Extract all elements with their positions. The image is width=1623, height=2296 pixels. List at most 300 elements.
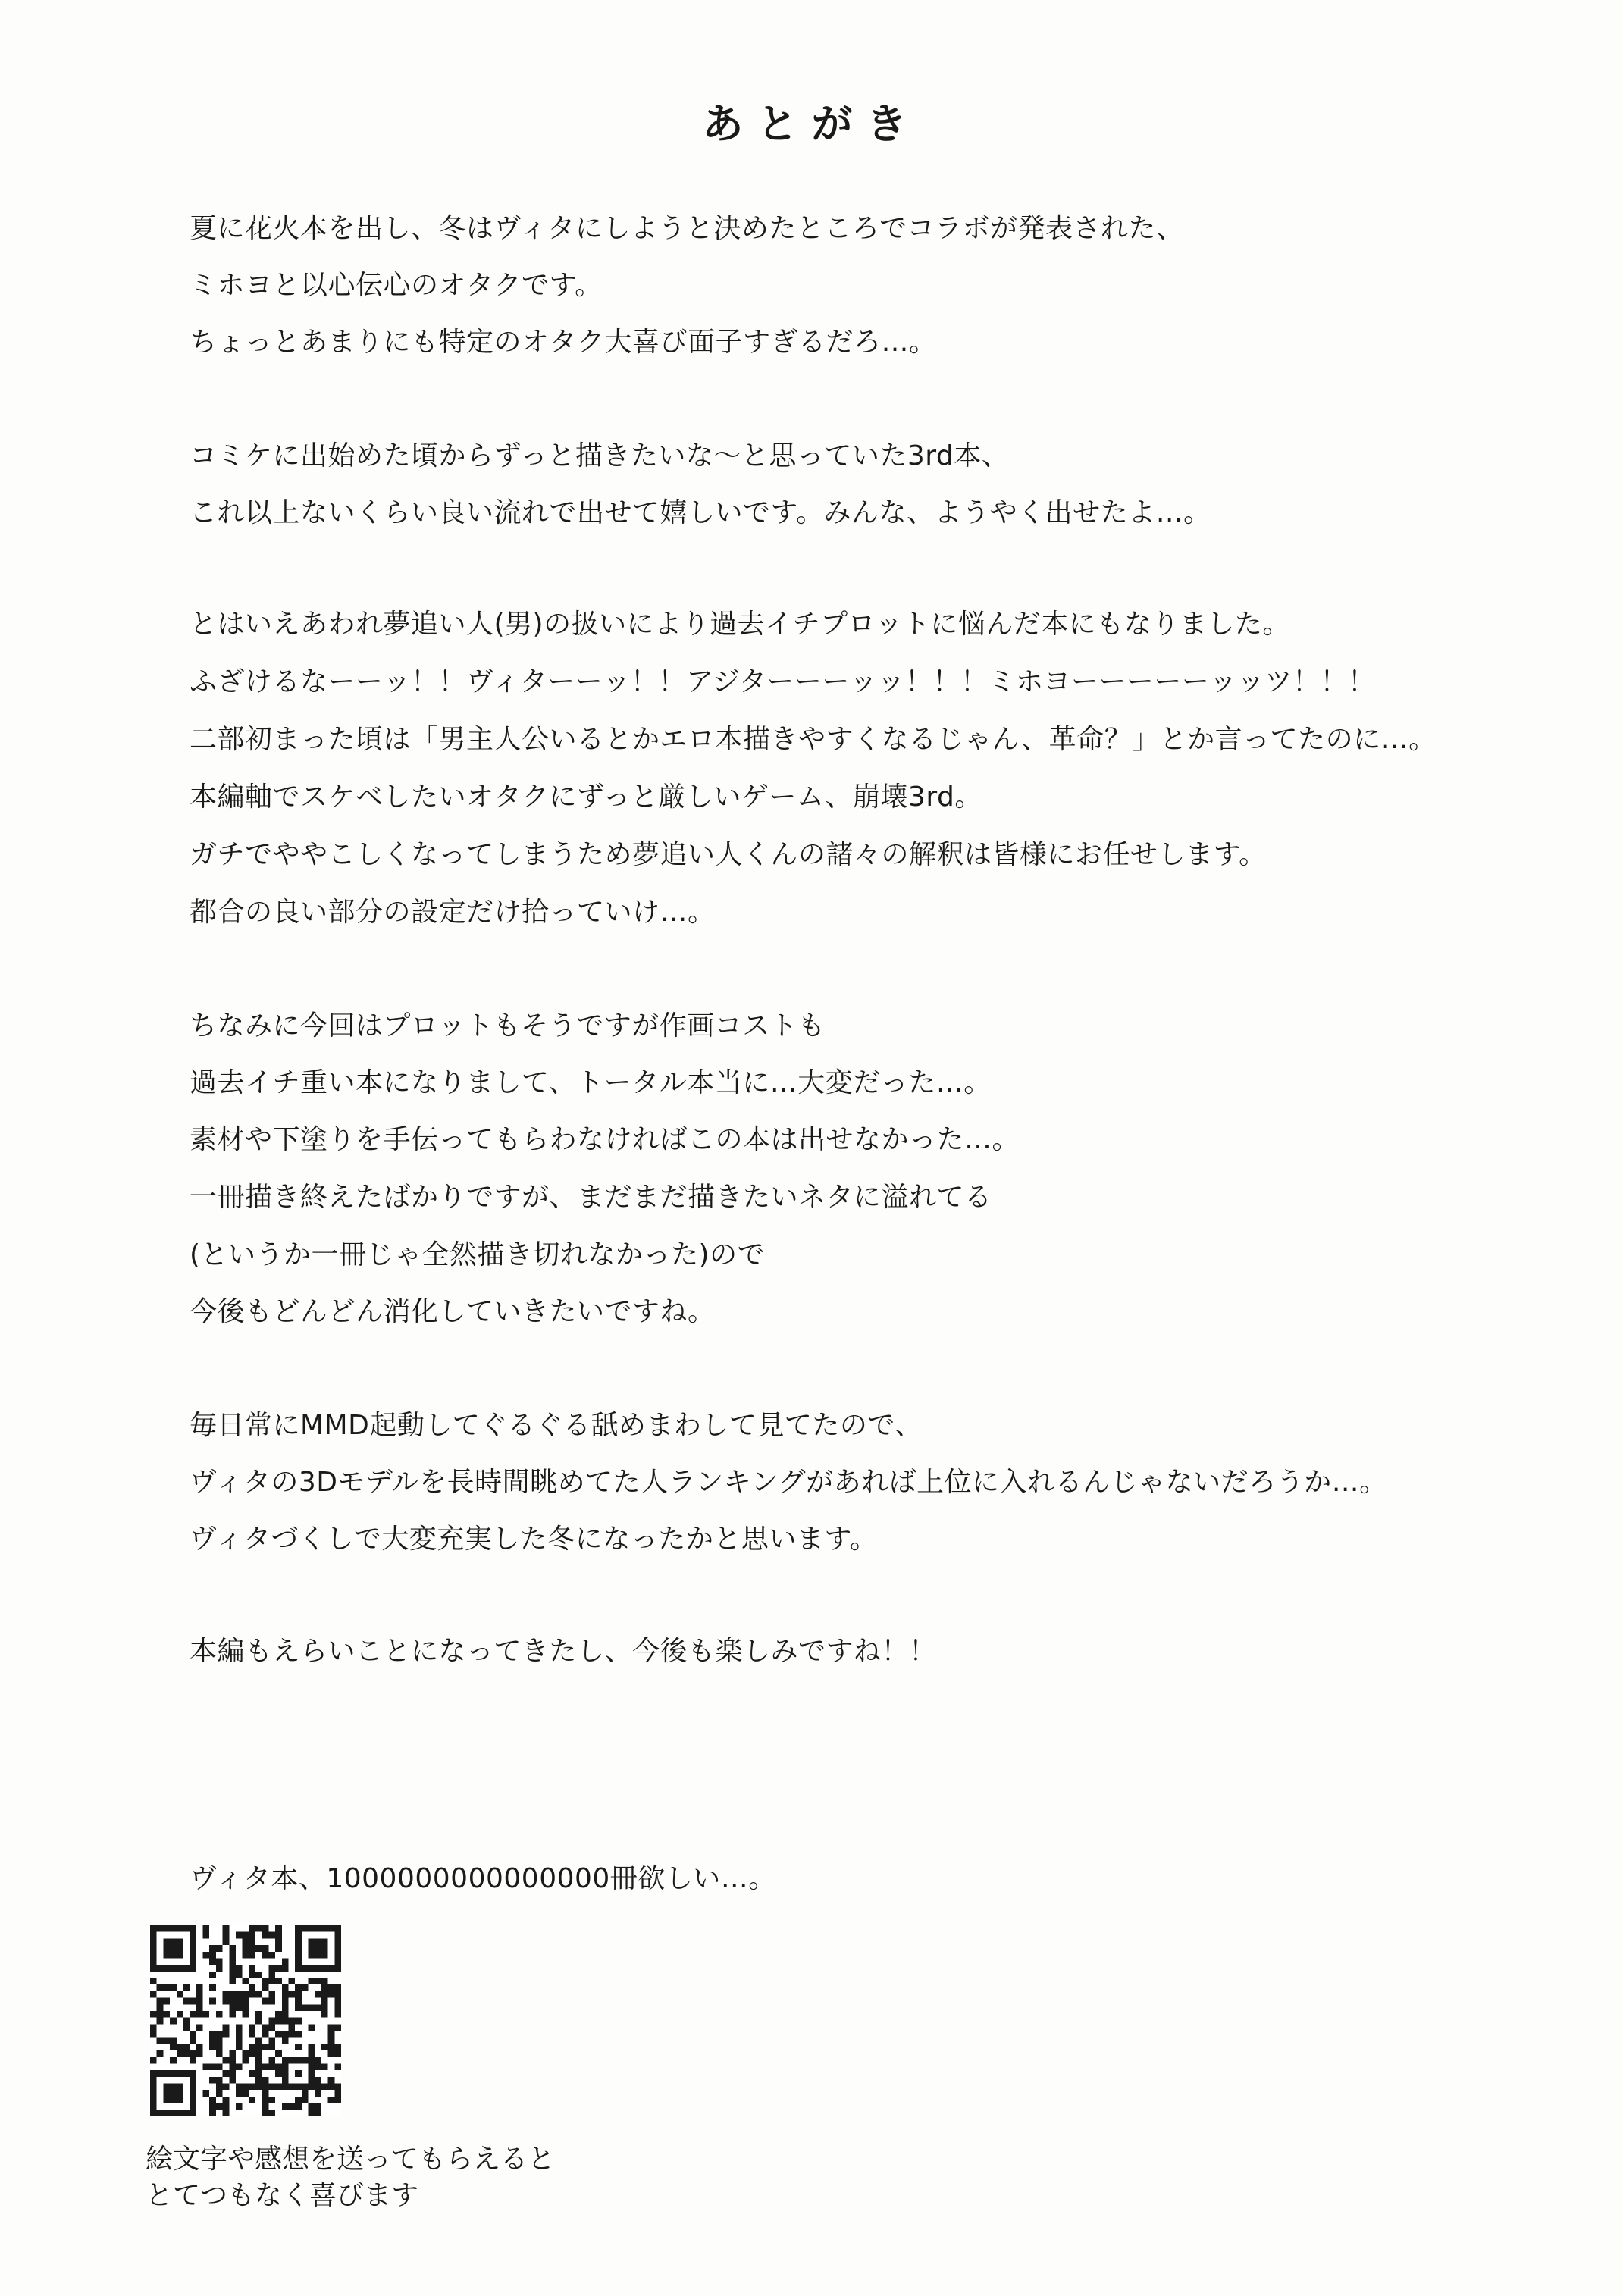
- qr-module: [150, 2097, 157, 2103]
- qr-module: [216, 2038, 223, 2044]
- qr-module: [282, 1998, 289, 2005]
- qr-module: [209, 1972, 216, 1978]
- qr-module: [209, 2031, 216, 2038]
- qr-module: [315, 1945, 321, 1952]
- qr-module: [315, 2063, 321, 2070]
- qr-module: [302, 2084, 309, 2091]
- qr-module: [236, 2031, 243, 2038]
- qr-module: [170, 1952, 177, 1959]
- qr-module: [255, 1991, 262, 1998]
- qr-module: [196, 1998, 203, 2005]
- qr-module: [268, 2063, 275, 2070]
- qr-module: [334, 2011, 341, 2018]
- qr-module: [196, 1984, 203, 1991]
- qr-module: [216, 2084, 223, 2091]
- qr-module: [163, 2011, 170, 2018]
- qr-module: [328, 2077, 335, 2084]
- qr-module: [190, 2084, 196, 2091]
- qr-module: [315, 2057, 321, 2064]
- qr-module: [282, 2031, 289, 2038]
- qr-module: [255, 2077, 262, 2084]
- qr-module: [255, 2044, 262, 2050]
- qr-module: [150, 2110, 157, 2116]
- qr-module: [315, 1952, 321, 1959]
- qr-module: [275, 2063, 282, 2070]
- qr-module: [255, 1945, 262, 1952]
- qr-module: [334, 1938, 341, 1945]
- qr-module: [262, 2084, 269, 2091]
- qr-caption-line: とてつもなく喜びます: [146, 2180, 419, 2211]
- qr-module: [262, 1925, 269, 1932]
- qr-module: [249, 2024, 255, 2031]
- qr-module: [150, 1932, 157, 1939]
- qr-module: [255, 2018, 262, 2025]
- qr-module: [216, 2011, 223, 2018]
- qr-module: [315, 2110, 321, 2116]
- qr-module: [236, 2038, 243, 2044]
- qr-module: [282, 1991, 289, 1998]
- qr-module: [183, 1965, 190, 1972]
- qr-module: [163, 1938, 170, 1945]
- qr-module: [282, 2057, 289, 2064]
- qr-module: [223, 1991, 230, 1998]
- qr-module: [223, 2103, 230, 2110]
- qr-module: [209, 1998, 216, 2005]
- qr-module: [236, 1965, 243, 1972]
- qr-module: [150, 1965, 157, 1972]
- qr-module: [288, 2031, 295, 2038]
- qr-module: [334, 2084, 341, 2091]
- qr-module: [177, 2050, 183, 2057]
- qr-module: [190, 2031, 196, 2038]
- qr-module: [236, 2103, 243, 2110]
- qr-module: [309, 2004, 315, 2011]
- qr-module: [243, 1978, 249, 1985]
- qr-module: [229, 1998, 236, 2005]
- qr-module: [157, 2011, 164, 2018]
- qr-module: [243, 2011, 249, 2018]
- qr-module: [190, 2077, 196, 2084]
- qr-module: [243, 1998, 249, 2005]
- qr-module: [209, 2103, 216, 2110]
- qr-module: [268, 2038, 275, 2044]
- qr-module: [190, 2110, 196, 2116]
- qr-module: [282, 2070, 289, 2077]
- qr-module: [243, 1945, 249, 1952]
- qr-module: [223, 2057, 230, 2064]
- qr-module: [255, 2070, 262, 2077]
- qr-module: [177, 1952, 183, 1959]
- qr-module: [209, 2110, 216, 2116]
- qr-module: [157, 1925, 164, 1932]
- qr-module: [295, 1938, 302, 1945]
- qr-module: [163, 2110, 170, 2116]
- qr-module: [309, 2084, 315, 2091]
- qr-module: [334, 2090, 341, 2097]
- text-line: ちょっとあまりにも特定のオタク大喜び面子すぎるだろ…。: [190, 327, 937, 358]
- text-line: ヴィタづくしで大変充実した冬になったかと思います。: [190, 1524, 878, 1555]
- qr-module: [275, 1945, 282, 1952]
- qr-module: [309, 2024, 315, 2031]
- qr-module: [302, 2090, 309, 2097]
- qr-module: [177, 2044, 183, 2050]
- qr-module: [190, 2097, 196, 2103]
- qr-module: [249, 1972, 255, 1978]
- qr-module: [309, 2063, 315, 2070]
- text-line: とはいえあわれ夢追い人(男)の扱いにより過去イチプロットに悩んだ本にもなりました。: [190, 609, 1290, 640]
- qr-module: [150, 2011, 157, 2018]
- qr-module: [229, 2050, 236, 2057]
- text-line: ちなみに今回はプロットもそうですが作画コストも: [190, 1010, 826, 1042]
- qr-module: [275, 1978, 282, 1985]
- qr-module: [216, 1945, 223, 1952]
- qr-module: [150, 1945, 157, 1952]
- qr-module: [163, 2097, 170, 2103]
- qr-module: [288, 1991, 295, 1998]
- qr-module: [157, 1965, 164, 1972]
- qr-module: [309, 2103, 315, 2110]
- qr-module: [170, 2084, 177, 2091]
- qr-module: [229, 1945, 236, 1952]
- qr-module: [334, 1958, 341, 1965]
- qr-module: [268, 2097, 275, 2103]
- qr-module: [288, 2018, 295, 2025]
- qr-module: [302, 1984, 309, 1991]
- qr-module: [249, 1965, 255, 1972]
- qr-module: [177, 2084, 183, 2091]
- qr-module: [170, 1938, 177, 1945]
- qr-module: [295, 2044, 302, 2050]
- qr-module: [236, 2084, 243, 2091]
- text-line: 都合の良い部分の設定だけ拾っていけ…。: [190, 897, 716, 928]
- qr-module: [295, 1925, 302, 1932]
- qr-module: [268, 1952, 275, 1959]
- qr-module: [216, 2044, 223, 2050]
- qr-module: [150, 1991, 157, 1998]
- qr-module: [328, 1991, 335, 1998]
- qr-module: [309, 1938, 315, 1945]
- qr-module: [309, 2050, 315, 2057]
- qr-module: [183, 1998, 190, 2005]
- qr-module: [268, 2018, 275, 2025]
- qr-module: [229, 1952, 236, 1959]
- qr-module: [275, 2018, 282, 2025]
- qr-module: [203, 1932, 210, 1939]
- qr-module: [236, 1991, 243, 1998]
- qr-module: [177, 1965, 183, 1972]
- qr-module: [223, 1998, 230, 2005]
- qr-module: [150, 2090, 157, 2097]
- qr-caption-line: 絵文字や感想を送ってもらえると: [146, 2144, 556, 2175]
- qr-module: [157, 2004, 164, 2011]
- qr-module: [229, 1978, 236, 1985]
- qr-module: [190, 2070, 196, 2077]
- qr-module: [196, 2004, 203, 2011]
- qr-module: [209, 2044, 216, 2050]
- qr-module: [216, 2063, 223, 2070]
- qr-module: [334, 2044, 341, 2050]
- qr-module: [190, 2038, 196, 2044]
- qr-module: [262, 1952, 269, 1959]
- qr-module: [177, 2097, 183, 2103]
- qr-module: [262, 2063, 269, 2070]
- qr-module: [315, 2103, 321, 2110]
- qr-module: [190, 2103, 196, 2110]
- qr-module: [295, 2018, 302, 2025]
- qr-module: [196, 2050, 203, 2057]
- qr-module: [209, 2063, 216, 2070]
- qr-module: [209, 1952, 216, 1959]
- qr-module: [334, 1925, 341, 1932]
- qr-module: [203, 2011, 210, 2018]
- qr-module: [177, 1991, 183, 1998]
- qr-module: [255, 2057, 262, 2064]
- qr-module: [249, 2070, 255, 2077]
- qr-module: [328, 2038, 335, 2044]
- qr-module: [275, 2050, 282, 2057]
- qr-module: [183, 2070, 190, 2077]
- qr-module: [309, 1952, 315, 1959]
- qr-module: [302, 2057, 309, 2064]
- text-line: ヴィタ本、1000000000000000冊欲しい…。: [190, 1863, 776, 1894]
- qr-module: [334, 1984, 341, 1991]
- qr-module: [328, 2031, 335, 2038]
- qr-module: [196, 2044, 203, 2050]
- qr-module: [295, 1932, 302, 1939]
- qr-module: [163, 1984, 170, 1991]
- qr-module: [216, 2103, 223, 2110]
- qr-module: [309, 1965, 315, 1972]
- qr-module: [190, 1925, 196, 1932]
- qr-module: [150, 2024, 157, 2031]
- qr-module: [295, 1952, 302, 1959]
- qr-module: [170, 2090, 177, 2097]
- qr-module: [295, 1958, 302, 1965]
- qr-module: [170, 1984, 177, 1991]
- qr-module: [177, 1938, 183, 1945]
- text-line: 本編軸でスケベしたいオタクにずっと厳しいゲーム、崩壊3rd。: [190, 782, 982, 813]
- qr-module: [170, 2018, 177, 2025]
- qr-module: [249, 2044, 255, 2050]
- qr-module: [302, 2097, 309, 2103]
- qr-module: [249, 2031, 255, 2038]
- qr-module: [150, 1925, 157, 1932]
- qr-module: [163, 1925, 170, 1932]
- qr-module: [196, 2024, 203, 2031]
- qr-module: [223, 1932, 230, 1939]
- qr-module: [321, 1945, 328, 1952]
- qr-module: [190, 1945, 196, 1952]
- qr-module: [268, 1932, 275, 1939]
- qr-code-icon[interactable]: [150, 1925, 341, 2116]
- qr-module: [190, 2090, 196, 2097]
- qr-module: [321, 1978, 328, 1985]
- qr-module: [236, 2090, 243, 2097]
- qr-module: [249, 2084, 255, 2091]
- qr-module: [249, 1925, 255, 1932]
- qr-module: [275, 2070, 282, 2077]
- qr-module: [196, 2011, 203, 2018]
- text-line: 過去イチ重い本になりまして、トータル本当に…大変だった…。: [190, 1067, 992, 1098]
- text-line: 夏に花火本を出し、冬はヴィタにしようと決めたところでコラボが発表された、: [190, 213, 1184, 244]
- qr-module: [229, 2077, 236, 2084]
- qr-module: [183, 1984, 190, 1991]
- text-line: 毎日常にMMD起動してぐるぐる舐めまわして見てたので、: [190, 1410, 923, 1441]
- qr-module: [157, 1984, 164, 1991]
- qr-module: [334, 1932, 341, 1939]
- qr-module: [295, 1984, 302, 1991]
- qr-module: [262, 1932, 269, 1939]
- qr-module: [249, 1945, 255, 1952]
- qr-module: [229, 1991, 236, 1998]
- qr-module: [229, 2057, 236, 2064]
- qr-module: [243, 2090, 249, 2097]
- qr-module: [328, 1965, 335, 1972]
- qr-module: [268, 2110, 275, 2116]
- qr-module: [275, 1938, 282, 1945]
- qr-module: [295, 1998, 302, 2005]
- qr-module: [249, 2050, 255, 2057]
- qr-module: [216, 2090, 223, 2097]
- qr-module: [328, 2024, 335, 2031]
- qr-module: [295, 2031, 302, 2038]
- qr-module: [223, 2110, 230, 2116]
- qr-module: [223, 1925, 230, 1932]
- qr-module: [157, 2110, 164, 2116]
- qr-module: [309, 1925, 315, 1932]
- qr-module: [334, 2004, 341, 2011]
- qr-module: [321, 1984, 328, 1991]
- qr-module: [223, 1938, 230, 1945]
- qr-module: [255, 2038, 262, 2044]
- qr-module: [150, 2070, 157, 2077]
- qr-module: [321, 1991, 328, 1998]
- qr-module: [150, 1978, 157, 1985]
- qr-module: [163, 1965, 170, 1972]
- qr-module: [268, 2024, 275, 2031]
- qr-module: [163, 2070, 170, 2077]
- qr-module: [170, 2097, 177, 2103]
- qr-module: [334, 1965, 341, 1972]
- qr-module: [309, 2077, 315, 2084]
- qr-module: [282, 1958, 289, 1965]
- qr-module: [321, 2004, 328, 2011]
- qr-module: [229, 2011, 236, 2018]
- qr-module: [295, 2103, 302, 2110]
- qr-module: [275, 2011, 282, 2018]
- qr-module: [170, 2110, 177, 2116]
- qr-module: [170, 1925, 177, 1932]
- qr-module: [190, 1998, 196, 2005]
- qr-module: [282, 2077, 289, 2084]
- qr-module: [334, 2024, 341, 2031]
- qr-module: [288, 1978, 295, 1985]
- qr-module: [321, 2044, 328, 2050]
- qr-module: [334, 2063, 341, 2070]
- qr-module: [315, 1978, 321, 1985]
- qr-module: [177, 2110, 183, 2116]
- qr-module: [183, 1925, 190, 1932]
- qr-module: [177, 2011, 183, 2018]
- qr-module: [262, 2110, 269, 2116]
- qr-module: [170, 2038, 177, 2044]
- qr-module: [275, 2084, 282, 2091]
- qr-module: [328, 2084, 335, 2091]
- text-line: 今後もどんどん消化していきたいですね。: [190, 1296, 716, 1327]
- text-line: ヴィタの3Dモデルを長時間眺めてた人ランキングがあれば上位に入れるんじゃないだろうか…。: [190, 1467, 1387, 1498]
- qr-module: [249, 1984, 255, 1991]
- qr-module: [321, 1998, 328, 2005]
- qr-module: [190, 1932, 196, 1939]
- text-line: 一冊描き終えたばかりですが、まだまだ描きたいネタに溢れてる: [190, 1182, 992, 1213]
- qr-module: [190, 2011, 196, 2018]
- qr-module: [203, 2063, 210, 2070]
- qr-module: [236, 1972, 243, 1978]
- qr-module: [243, 2050, 249, 2057]
- qr-module: [190, 1938, 196, 1945]
- qr-module: [315, 1965, 321, 1972]
- qr-module: [170, 1945, 177, 1952]
- qr-module: [321, 2011, 328, 2018]
- qr-module: [275, 2031, 282, 2038]
- qr-module: [249, 1991, 255, 1998]
- qr-module: [177, 1925, 183, 1932]
- qr-module: [203, 1952, 210, 1959]
- qr-module: [209, 2097, 216, 2103]
- qr-module: [243, 2084, 249, 2091]
- text-line: ミホヨと以心伝心のオタクです。: [190, 270, 603, 301]
- qr-module: [315, 2084, 321, 2091]
- qr-module: [236, 2024, 243, 2031]
- qr-module: [157, 2018, 164, 2025]
- qr-module: [295, 2097, 302, 2103]
- qr-module: [309, 2110, 315, 2116]
- qr-module: [309, 2070, 315, 2077]
- qr-module: [150, 2103, 157, 2110]
- qr-module: [163, 2084, 170, 2091]
- qr-module: [321, 2063, 328, 2070]
- qr-module: [282, 2011, 289, 2018]
- qr-module: [229, 2070, 236, 2077]
- qr-module: [262, 2097, 269, 2103]
- qr-module: [262, 1984, 269, 1991]
- text-line: (というか一冊じゃ全然描き切れなかった)ので: [190, 1239, 766, 1270]
- qr-module: [170, 2044, 177, 2050]
- text-line: 二部初まった頃は「男主人公いるとかエロ本描きやすくなるじゃん、革命？」とか言ってたのに…。: [190, 724, 1437, 755]
- qr-module: [315, 2090, 321, 2097]
- qr-module: [229, 1965, 236, 1972]
- qr-module: [190, 1952, 196, 1959]
- qr-module: [209, 2077, 216, 2084]
- qr-module: [295, 2057, 302, 2064]
- qr-module: [229, 1972, 236, 1978]
- qr-module: [302, 1925, 309, 1932]
- qr-module: [223, 2084, 230, 2091]
- qr-module: [157, 1998, 164, 2005]
- qr-module: [288, 2084, 295, 2091]
- qr-module: [262, 2077, 269, 2084]
- qr-module: [295, 2004, 302, 2011]
- qr-module: [223, 2031, 230, 2038]
- qr-module: [163, 1998, 170, 2005]
- qr-module: [321, 1938, 328, 1945]
- qr-module: [309, 1945, 315, 1952]
- qr-module: [243, 1932, 249, 1939]
- qr-module: [249, 1952, 255, 1959]
- qr-module: [150, 2084, 157, 2091]
- qr-module: [203, 1925, 210, 1932]
- qr-module: [275, 1925, 282, 1932]
